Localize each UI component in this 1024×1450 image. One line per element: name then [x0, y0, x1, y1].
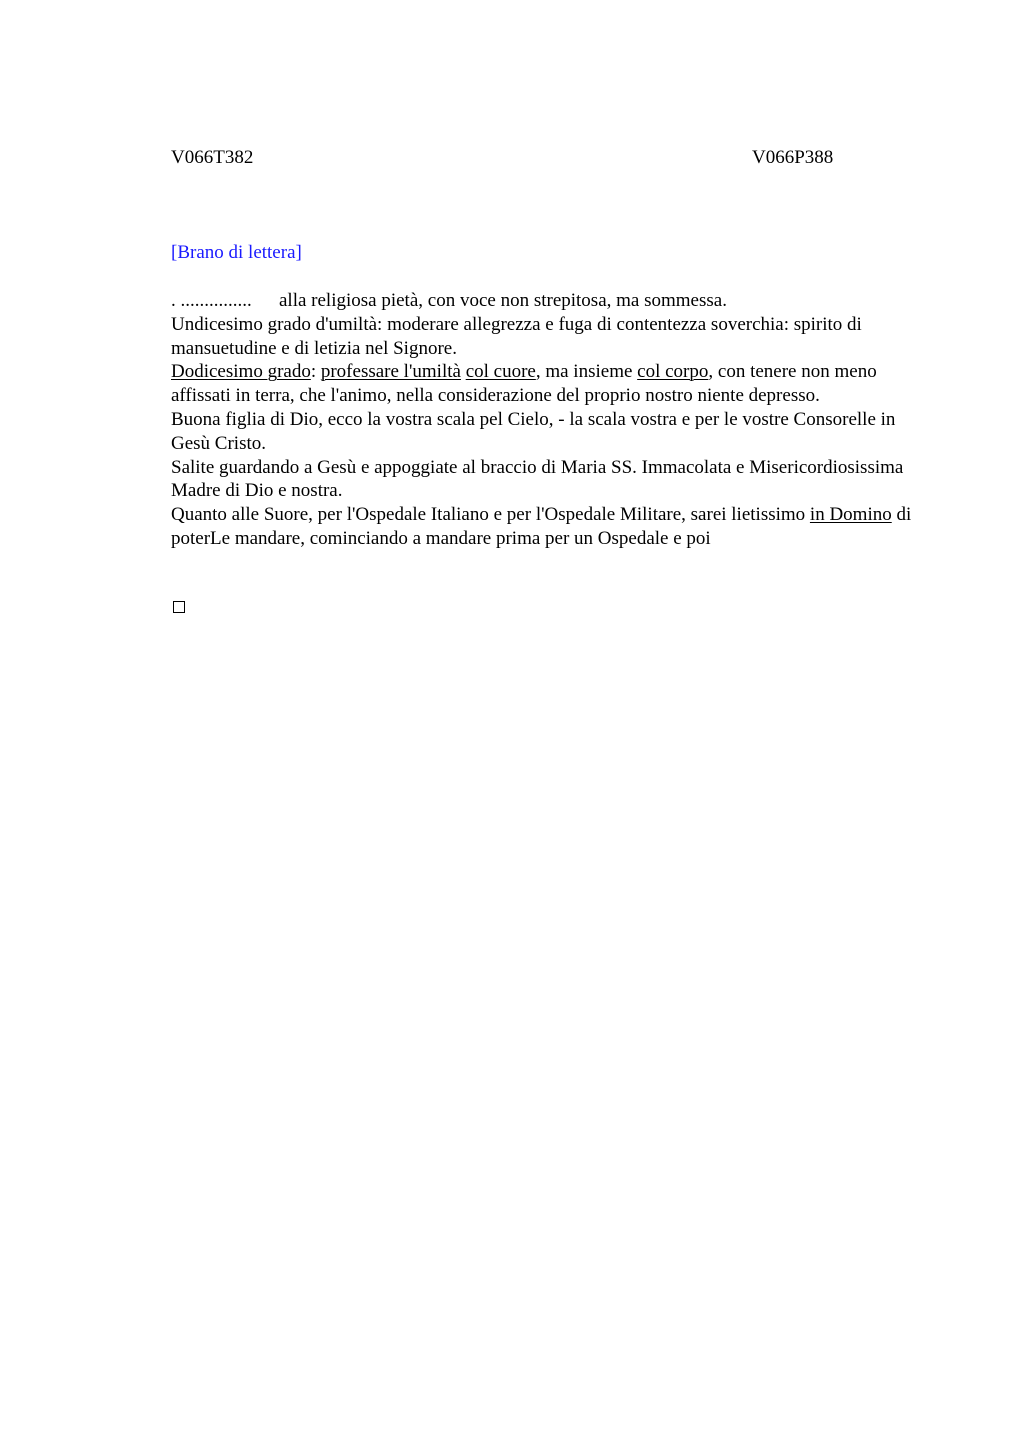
end-marker-box [173, 601, 185, 613]
underlined-phrase: col corpo [637, 361, 709, 383]
paragraph-3 [171, 360, 931, 408]
paragraph-1-text: alla religiosa pietà, con voce non strepitosa, ma sommessa. [279, 290, 727, 311]
text-run: : [310, 361, 321, 383]
underlined-phrase: in Domino [809, 504, 892, 526]
paragraph-1 [171, 289, 931, 313]
document-code-right: V066P388 [752, 147, 834, 168]
document-code-left: V066T382 [171, 147, 254, 168]
underlined-phrase: col cuore [465, 361, 536, 383]
document-title: [Brano di lettera] [171, 242, 302, 263]
text-run: Quanto alle Suore, per l'Ospedale Italiano e per l'Ospedale Militare, sarei lietissimo [171, 504, 810, 526]
underlined-phrase: professare l'umiltà [320, 361, 461, 383]
ellipsis-dots: . ............... [171, 290, 252, 311]
letter-body [171, 289, 931, 551]
text-run: , con tenere non meno affissati in terra, che l'animo, nella considerazione del proprio nostro niente depresso. [171, 361, 877, 407]
text-run: , ma insieme [535, 361, 638, 383]
paragraph-6 [171, 503, 931, 551]
paragraph-4: Buona figlia di Dio, ecco la vostra scala pel Cielo, - la scala vostra e per le vostre Consorelle in Gesù Cristo. [171, 408, 896, 454]
paragraph-5: Salite guardando a Gesù e appoggiate al braccio di Maria SS. Immacolata e Misericordiosissima Madre di Dio e nostra. [171, 456, 904, 502]
text-run: di poterLe mandare, cominciando a mandare prima per un Ospedale e poi [171, 504, 912, 549]
paragraph-2: Undicesimo grado d'umiltà: moderare allegrezza e fuga di contentezza soverchia: spirito di mansuetudine e di letizia nel Signore. [171, 313, 862, 359]
underlined-phrase: Dodicesimo grado [171, 361, 311, 383]
